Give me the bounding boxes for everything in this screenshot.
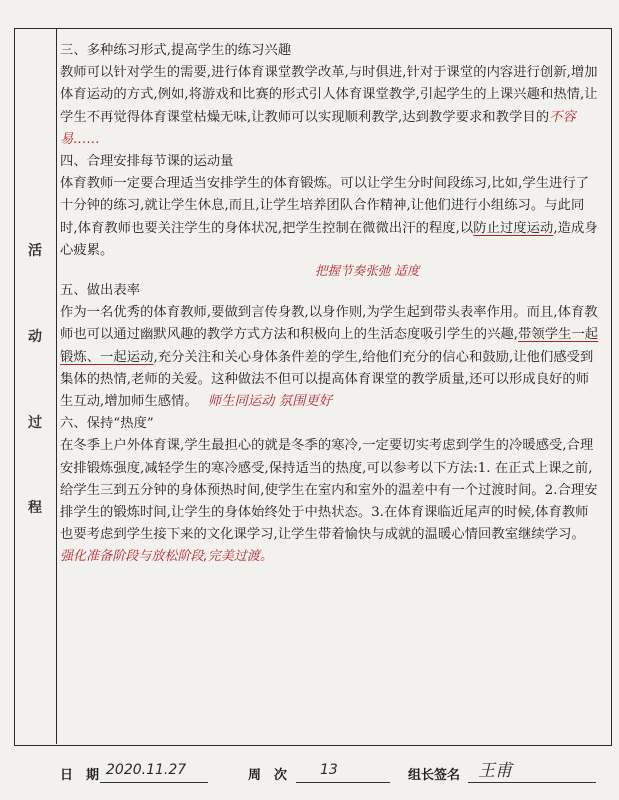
section-6-text: 在冬季上户外体育课,学生最担心的就是冬季的寒冷,一定要切实考虑到学生的冷暖感受,合理安排锻炼强度,减轻学生的寒冷感受,保持适当的热度,可以参考以下方法:1. 在正式上课之前,给学生三到五分钟的身体预热时间,使学生在室内和室外的温差中有一个过渡时间。2.合理安排学生的锻炼时间,让学生的身体始终处于中热状态。3.在体育课临近尾声的时候,体育教师也要考虑到学生接下来的文化课学习,让学生带着愉快与成就的温暖心情回教室继续学习。 bbox=[60, 438, 598, 543]
section-6-heading: 六、保持“热度” bbox=[60, 416, 154, 432]
leader-signature: 王甫 bbox=[478, 761, 512, 781]
week-underline bbox=[296, 782, 390, 783]
section-5-text-end: ,充分关注和关心身体条件差的学生,给他们充分的信心和鼓励,让他们感受到集体的热情,老师的关爱。这种做法不但可以提高体育课堂的教学质量,还可以形成良好的师生互动,增加师生感情。 bbox=[60, 349, 594, 410]
side-label-char: 动 bbox=[28, 329, 42, 345]
section-4-text-end: ,造成身心疲累。 bbox=[60, 220, 598, 258]
section-4-handwritten-note: 把握节奏张弛 适度 bbox=[315, 263, 420, 279]
section-3-heading: 三、多种练习形式,提高学生的练习兴趣 bbox=[60, 43, 292, 58]
week-label: 周 次 bbox=[248, 768, 288, 783]
week-value: 13 bbox=[320, 762, 338, 778]
side-label-char: 活 bbox=[28, 243, 42, 259]
section-4-body bbox=[60, 173, 600, 262]
activity-content bbox=[60, 40, 600, 569]
section-5-handwritten-note: 师生同运动 氛围更好 bbox=[207, 394, 333, 410]
section-3-text: 教师可以针对学生的需要,进行体育课堂教学改革,与时俱进,针对于课堂的内容进行创新,增加体育运动的方式,例如,将游戏和比赛的形式引人体育课堂教学,引起学生的上课兴趣和热情,让学生不再觉得体育课堂枯燥无味,让教师可以实现顺利教学,达到教学要求和教学目的 bbox=[60, 65, 598, 125]
date-value: 2020.11.27 bbox=[106, 762, 187, 778]
date-underline bbox=[100, 782, 208, 783]
section-6-handwritten-note: 强化准备阶段与放松阶段,完美过渡。 bbox=[60, 549, 273, 565]
side-label-char: 程 bbox=[28, 500, 42, 516]
section-4-text: 体育教师一定要合理适当安排学生的体育锻炼。可以让学生分时间段练习,比如,学生进行了十分钟的练习,就让学生休息,而且,让学生培养团队合作精神,让他们进行小组练习。与此同时,体育教师也要关注学生的身体状况,把学生控制在微微出汗的程度,以 bbox=[60, 176, 590, 236]
section-5-body bbox=[60, 302, 600, 413]
section-6-body bbox=[60, 435, 600, 546]
leader-signature-label: 组长签名 bbox=[408, 768, 461, 783]
date-label: 日 期 bbox=[60, 768, 100, 783]
signature-underline bbox=[468, 782, 596, 783]
section-4-underlined-text: 防止过度运动 bbox=[473, 220, 554, 236]
record-footer bbox=[58, 760, 608, 790]
side-label-column bbox=[14, 28, 57, 744]
side-label-char: 过 bbox=[28, 415, 42, 431]
section-3-handwritten-note: 不容易…… bbox=[60, 109, 576, 147]
section-4-heading: 四、合理安排每节课的运动量 bbox=[60, 154, 234, 170]
section-5-text: 作为一名优秀的体育教师,要做到言传身教,以身作则,为学生起到带头表率作用。而且,体育教师也可以通过幽默风趣的教学方式方法和积极向上的生活态度吸引学生的兴趣, bbox=[60, 305, 598, 343]
section-5-underlined-text: 带领学生一起锻炼、一起运动 bbox=[60, 327, 599, 365]
section-5-heading: 五、做出表率 bbox=[60, 283, 141, 299]
section-3-body bbox=[60, 62, 600, 151]
